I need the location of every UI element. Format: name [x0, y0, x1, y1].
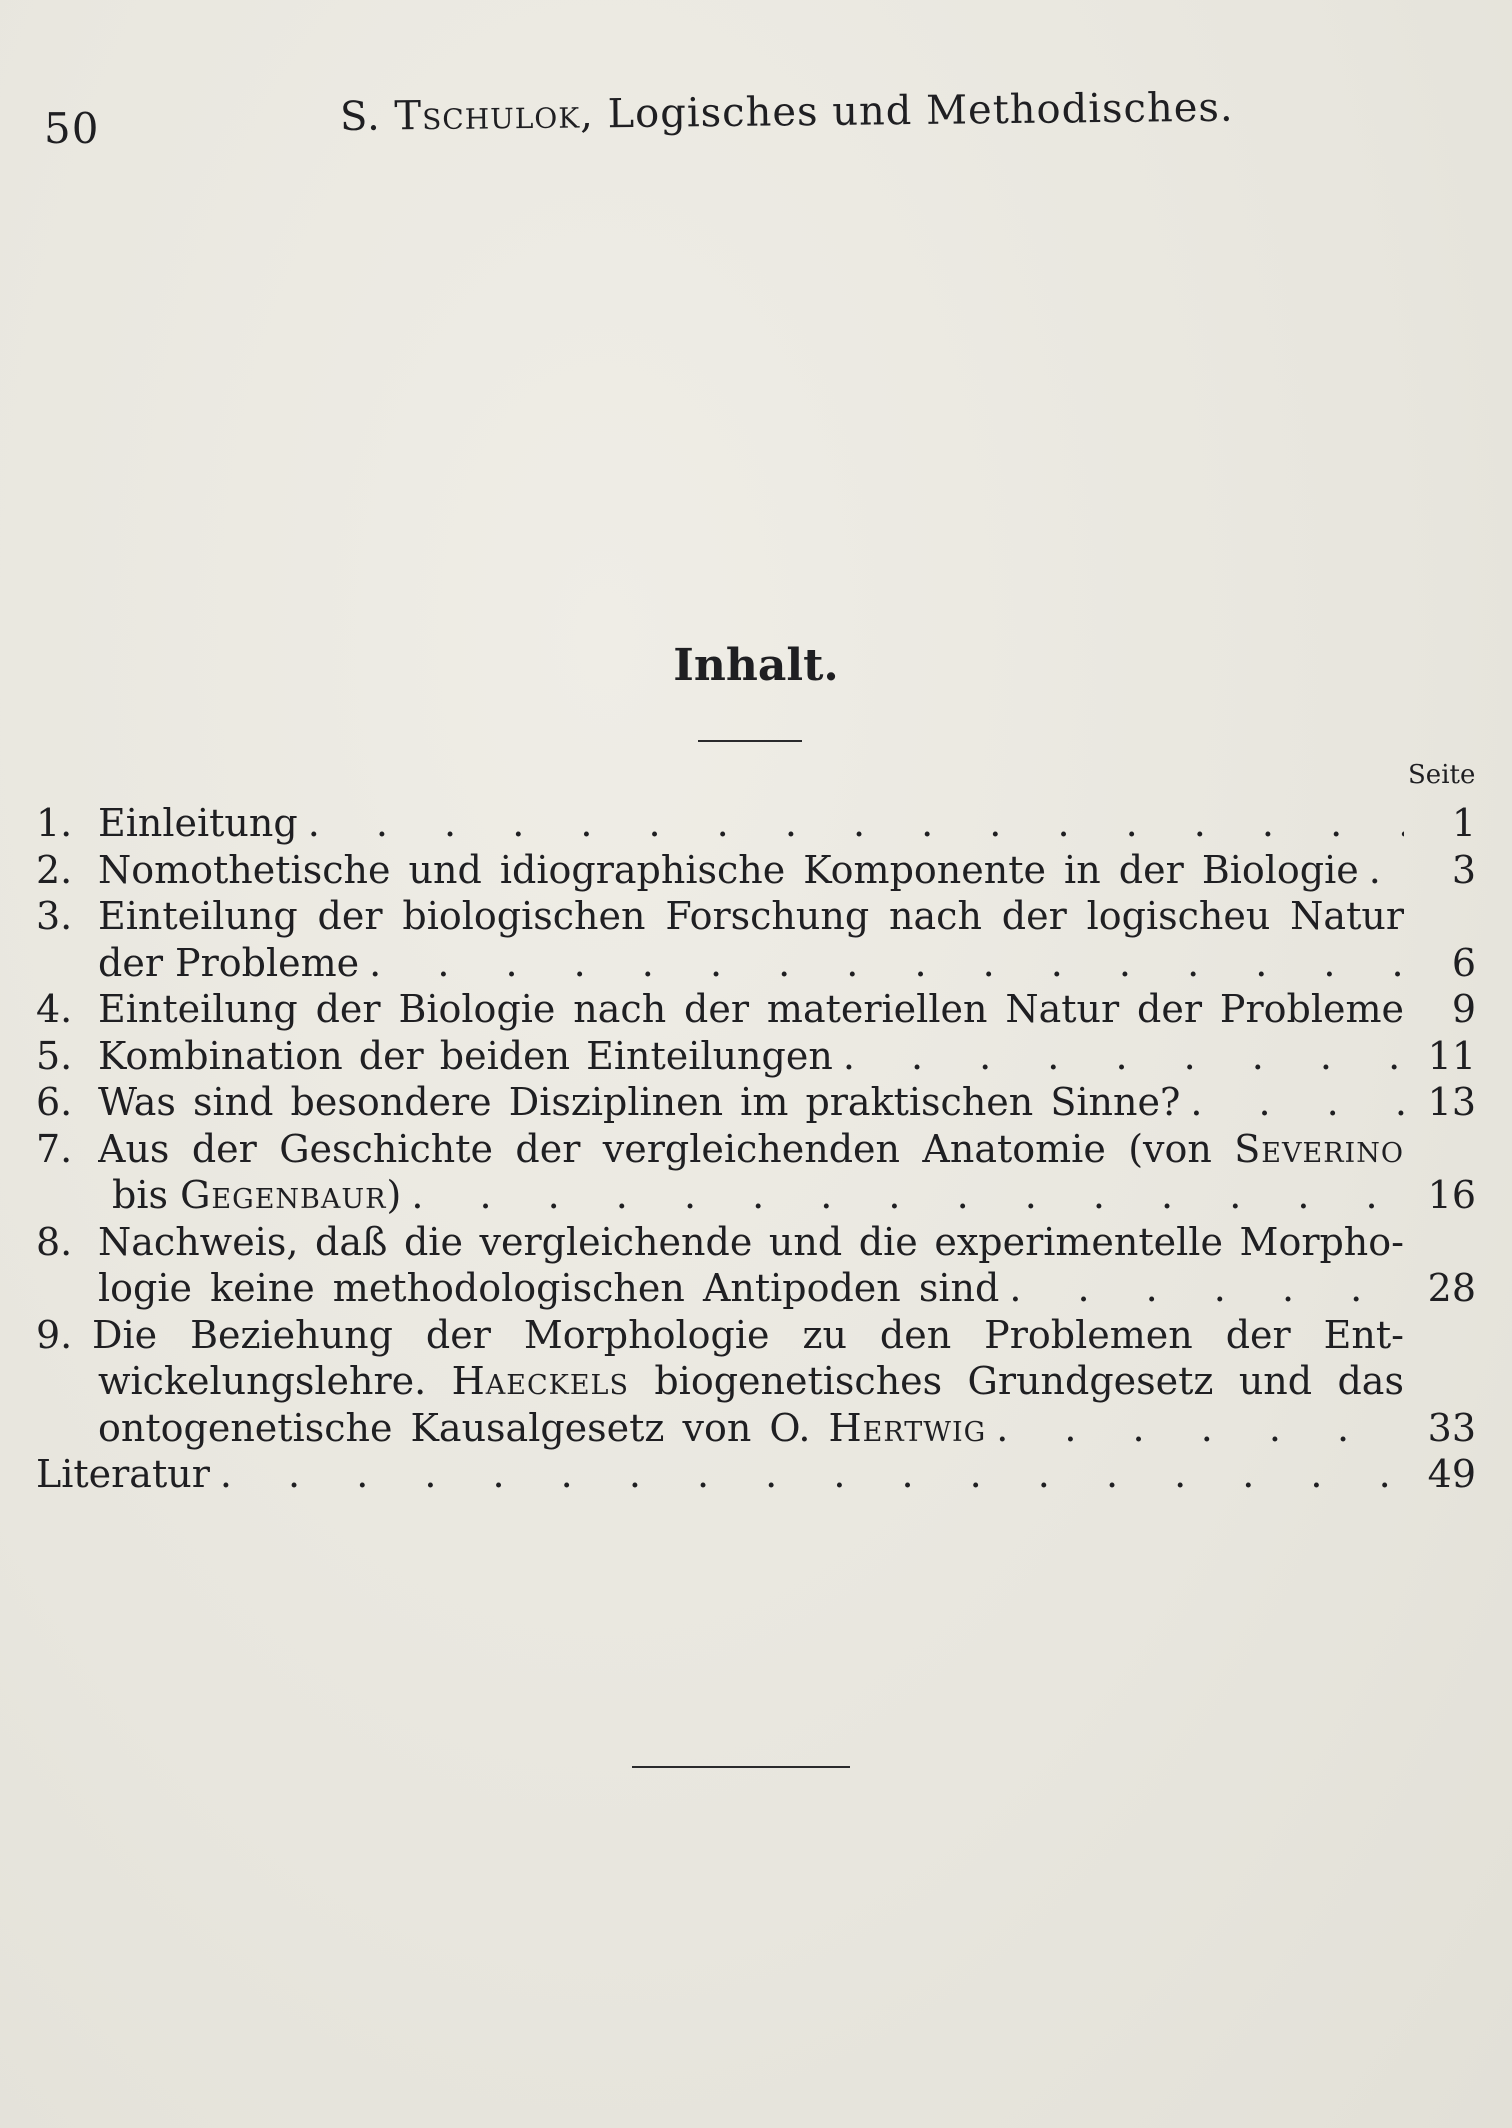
entry-page: 9: [1451, 987, 1476, 1031]
toc-entry-1: [36, 800, 1476, 847]
entry-number: 1.: [36, 801, 73, 845]
toc-literature: [36, 1451, 1476, 1498]
entry-title-continued: der Probleme: [98, 940, 360, 985]
entry-number: 2.: [36, 847, 73, 892]
table-of-contents: [36, 800, 1476, 1498]
name-hertwig: Hertwig: [828, 1405, 987, 1450]
entry-title-continued: ontogenetische Kausalgesetz von O. Hertwig: [98, 1405, 987, 1450]
contents-title: Inhalt.: [673, 640, 839, 691]
entry-number: 9.: [36, 1312, 73, 1357]
literature-page: 49: [1427, 1452, 1476, 1496]
entry-title: Einteilung der Biologie nach der materiellen Natur der Probleme: [98, 987, 1404, 1031]
entry-title-continued: wickelungslehre. Haeckels biogenetisches Grundgesetz und das: [98, 1359, 1404, 1403]
entry-number: 8.: [36, 1219, 73, 1264]
name-gegenbaur: Gegenbaur: [180, 1173, 387, 1217]
end-rule: [632, 1766, 850, 1768]
toc-entry-2: [36, 847, 1476, 894]
entry-number: 7.: [36, 1126, 73, 1171]
toc-entry-8-line-2: [36, 1265, 1476, 1312]
dot-leader: [210, 1451, 1404, 1498]
dot-leader: [298, 800, 1404, 847]
toc-entry-9-line-3: [36, 1405, 1476, 1452]
entry-page: 6: [1451, 940, 1476, 985]
name-haeckels: Haeckels: [451, 1359, 629, 1403]
entry-number: 6.: [36, 1080, 73, 1124]
entry-title: Die Beziehung der Morphologie zu den Problemen der Ent-: [92, 1312, 1404, 1357]
toc-entry-5: [36, 1033, 1476, 1080]
entry-page: 11: [1427, 1033, 1476, 1078]
entry-title: Einteilung der biologischen Forschung nach der logischeu Natur: [98, 894, 1404, 938]
header-title: [340, 85, 1234, 140]
page-number: 50: [44, 104, 100, 153]
entry-page: 28: [1427, 1266, 1476, 1310]
running-head: [40, 84, 1460, 153]
header-author: S. Tschulok: [339, 91, 581, 140]
page-column-label: Seite: [1408, 760, 1476, 790]
entry-title: Was sind besondere Disziplinen im praktischen Sinne?: [98, 1080, 1181, 1124]
entry-number: 4.: [36, 987, 73, 1031]
entry-page: 13: [1427, 1080, 1476, 1124]
entry-page: 1: [1451, 801, 1476, 845]
entry-title: Kombination der beiden Einteilungen: [98, 1033, 833, 1078]
dot-leader: [833, 1033, 1404, 1080]
entry-title: Nomothetische und idiographische Komponente in der Biologie: [98, 847, 1359, 892]
dot-leader: [1180, 1079, 1404, 1126]
toc-entry-9-line-2: [36, 1358, 1476, 1405]
dot-leader: [999, 1265, 1404, 1312]
name-severino: Severino: [1234, 1126, 1404, 1171]
entry-page: 16: [1427, 1173, 1476, 1217]
dot-leader: [986, 1405, 1404, 1452]
toc-entry-4: [36, 986, 1476, 1033]
literature-label: Literatur: [36, 1452, 210, 1496]
toc-entry-8-line-1: [36, 1219, 1476, 1266]
entry-title: Einleitung: [98, 801, 298, 845]
entry-title: Nachweis, daß die vergleichende und die experimentelle Morpho-: [98, 1219, 1404, 1264]
entry-page: 33: [1427, 1405, 1476, 1450]
entry-title: Aus der Geschichte der vergleichenden Anatomie (von Severino: [98, 1126, 1404, 1171]
title-rule: [698, 740, 802, 742]
toc-entry-9-line-1: [36, 1312, 1476, 1359]
dot-leader: [359, 940, 1404, 987]
dot-leader: [1359, 847, 1404, 894]
entry-number: 3.: [36, 894, 73, 938]
toc-entry-7-line-1: [36, 1126, 1476, 1173]
toc-entry-3-line-1: [36, 893, 1476, 940]
entry-number: 5.: [36, 1033, 73, 1078]
dot-leader: [401, 1172, 1404, 1219]
entry-page: 3: [1451, 847, 1476, 892]
toc-entry-7-line-2: [36, 1172, 1476, 1219]
toc-entry-3-line-2: [36, 940, 1476, 987]
header-title-rest: , Logisches und Methodisches.: [579, 84, 1234, 138]
entry-title-continued: bis Gegenbaur): [112, 1173, 402, 1217]
entry-title-continued: logie keine methodologischen Antipoden sind: [98, 1266, 1000, 1310]
toc-entry-6: [36, 1079, 1476, 1126]
